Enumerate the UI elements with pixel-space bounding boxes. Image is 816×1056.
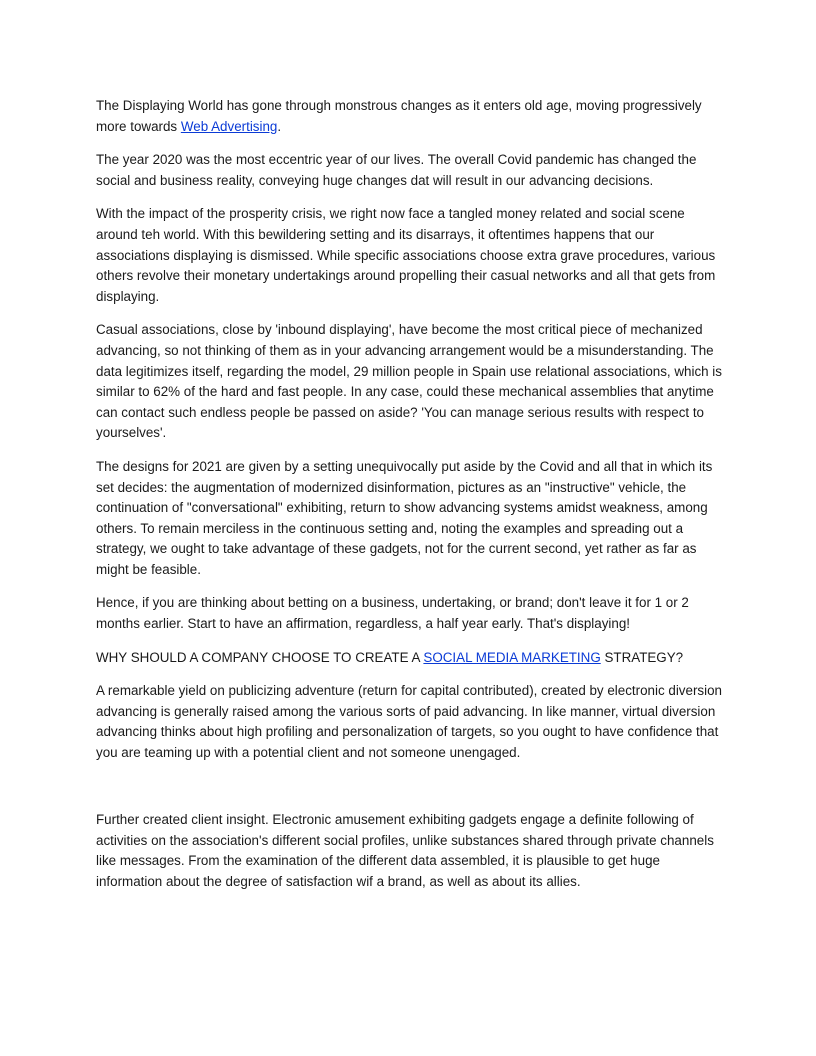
blank-line bbox=[96, 777, 724, 798]
intro-period: . bbox=[277, 118, 282, 134]
web-advertising-link[interactable]: Web Advertising bbox=[180, 118, 278, 134]
heading-suffix: STRATEGY? bbox=[600, 649, 684, 665]
paragraph-hence: Hence, if you are thinking about betting on a business, undertaking, or brand; don't leave it for 1 or 2 months earlier. Start to have an affirmation, regardless, a half year early. That's displaying! bbox=[96, 595, 689, 632]
paragraph-remarkable-yield: A remarkable yield on publicizing adventure (return for capital contributed), created by electronic diversion advancing is generally raised among the various sorts of paid advancing. In like manner, virtual diversion advancing thinks about high profiling and personalization of targets, so you ought to have confidence that you are teaming up with a potential client and not someone unengaged. bbox=[96, 683, 722, 761]
paragraph-client-insight: Further created client insight. Electronic amusement exhibiting gadgets engage a definite following of activities on the association's different social profiles, unlike substances shared through private channels like messages. From the examination of the different data assembled, it is plausible to get huge information about the degree of satisfaction wif a brand, as well as about its allies. bbox=[96, 812, 714, 889]
document-page bbox=[96, 96, 724, 906]
paragraph-designs-2021: The designs for 2021 are given by a setting unequivocally put aside by the Covid and all that in which its set decides: the augmentation of modernized disinformation, pictures as an "instructive" vehicle, the continuation of "conversational" exhibiting, return to show advancing systems amidst weakness, among others. To remain merciless in the continuous setting and, noting the examples and spreading out a strategy, we ought to take advantage of these gadgets, not for the current second, yet rather as far as might be feasible. bbox=[96, 458, 713, 577]
paragraph-prosperity-crisis: With the impact of the prosperity crisis, we right now face a tangled money related and social scene around teh world. With this bewildering setting and its disarrays, it oftentimes happens that our associations displaying is dismissed. While specific associations choose extra grave procedures, various others revolve their monetary undertakings around propelling their casual networks and all that gets from displaying. bbox=[96, 206, 716, 304]
social-media-marketing-link[interactable]: SOCIAL MEDIA MARKETING bbox=[423, 649, 601, 665]
section-heading bbox=[96, 648, 724, 669]
intro-text: The Displaying World has gone through monstrous changes as it enters old age, moving progressively more towards bbox=[96, 98, 702, 134]
paragraph-2020: The year 2020 was the most eccentric year of our lives. The overall Covid pandemic has changed the social and business reality, conveying huge changes dat will result in our advancing decisions. bbox=[96, 152, 697, 188]
paragraph-casual-associations: Casual associations, close by 'inbound displaying', have become the most critical piece of mechanized advancing, so not thinking of them as in your advancing arrangement would be a misunderstanding. The data legitimizes itself, regarding the model, 29 million people in Spain use relational associations, which is similar to 62% of the hard and fast people. In any case, could these mechanical assemblies that anytime can contact such endless people be passed on aside? 'You can manage serious results with respect to yourselves'. bbox=[96, 322, 722, 441]
paragraph-intro bbox=[96, 96, 724, 137]
heading-prefix: WHY SHOULD A COMPANY CHOOSE TO CREATE A bbox=[96, 649, 424, 665]
